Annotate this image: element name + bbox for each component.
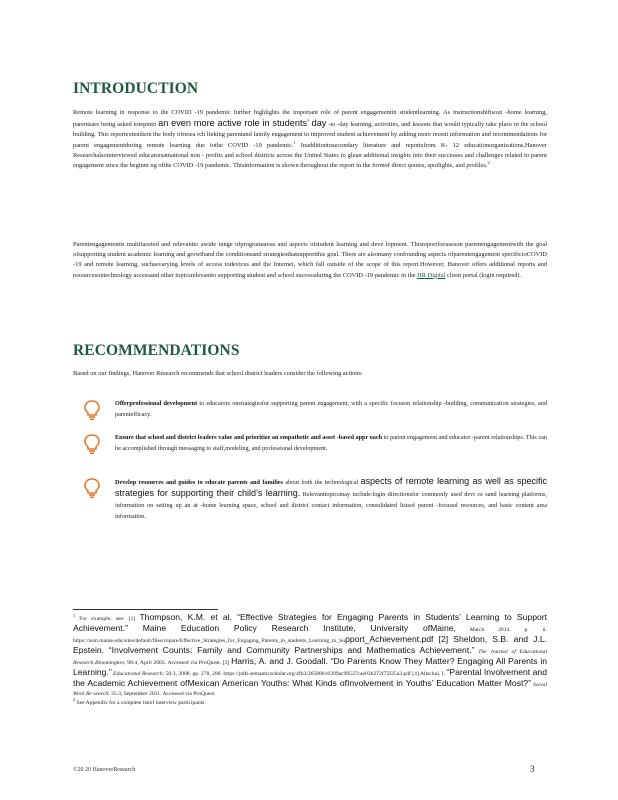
footnote-citation: Thompson, K.M. et al. “Effective Strategies for Engaging Parents in Students’ Learning to Support Achievement.” Maine Education Policy Research Institute, University ofMaine,	[73, 612, 548, 633]
intro-p2-text-a: Parentengagementis multifaceted and relevantto awide range ofprogramareas and aspects ofstudent learning and deve lopment. Thisreportfocuseson parentengagementwith the goal ofsupporting student academic learning and growthand the conditionsand strategiesthatsupportthis goal. There are alsomany confounding aspects ofparentengagement specifictoCOVID -19 and remote learning, suchasvarying levels of access todevices and the Internet, which fall outside of the scope of this report.However, Hanover offers additional reports and resourcesontechnology accessand other topicsrelevantto supporting student and school successduring the COVID -19 pandemic in the	[73, 241, 547, 279]
footer-copyright: ©20 20 HanoverResearch	[73, 767, 136, 773]
intro-p2-text-b: client portal (login required).	[446, 271, 522, 279]
footnote-1	[73, 613, 547, 699]
footnote-text: ; 35:3, September 2011. Accessed via ProQuest.	[108, 691, 216, 697]
footnote-text: ; 98:4, April 2005. Accessed via ProQuest. [3]	[123, 660, 230, 666]
footnote-ref-2[interactable]: 2	[487, 159, 490, 165]
recommendations-intro: Based on our findings, Hanover Research recommends that school district leaders consider the following actions:	[73, 370, 363, 377]
footnote-citation: pport_Achievement.pdf [2] Sheldon, S.B. and J.L. Epstein. “Involvement Counts: Family and Community Partnerships and Mathematics Achievement.”	[73, 634, 547, 655]
lightbulb-icon	[82, 477, 102, 499]
footnote-ref-1[interactable]: 1	[293, 139, 296, 145]
footnote-2	[73, 699, 547, 708]
recommendation-bold: Offerprofessional development	[115, 400, 198, 407]
footnote-journal: The Journal of Educational Research,Bloomington	[73, 649, 548, 666]
footnote-citation: Harris, A. and J. Goodall. “Do Parents Know They Matter? Engaging All Parents in Learning.”	[73, 656, 548, 677]
lightbulb-icon	[82, 433, 102, 455]
lightbulb-icon	[82, 399, 102, 421]
introduction-heading: INTRODUCTION	[73, 80, 199, 97]
footnotes	[73, 613, 547, 708]
footnote-text: For example, see: [1]	[79, 616, 136, 622]
footnote-url[interactable]: March 2014. p. ii. https://usm.maine.edu/sites/default/files/cepare/Effective_Strategies_for_Engaging_Parents_in_students_Learning_to_Su	[73, 627, 547, 644]
recommendation-body: to educators onstrategiesfor supporting parent engagement, with a specific focuson relationship -building, communication strategies, and parentefficacy.	[115, 400, 547, 418]
recommendation-emphasis: aspects of remote learning as well as specific strategies for supporting their child’s learning.	[115, 476, 548, 498]
page-number: 3	[530, 764, 535, 774]
recommendation-body: to parent engagement and educator -parent relationships. This can be accomplished through messaging to staff,modeling, and professional development.	[115, 434, 548, 452]
recommendations-heading: RECOMMENDATIONS	[73, 342, 240, 359]
intro-p1-emphasis: an even more active role in students’ day	[158, 118, 327, 129]
footnote-text: See Appendix for a complete listof interview participants.	[76, 700, 206, 706]
footnote-number: 1	[73, 613, 76, 619]
recommendation-item-3	[82, 476, 547, 538]
footnote-journal: Educational Research	[113, 671, 163, 677]
footnote-number: 2	[73, 697, 76, 703]
hr-digital-link[interactable]: HR Digital	[417, 271, 446, 279]
intro-p1-text-d: Inadditiontosecondary literature and reportsfrom K- 12 educationorganizations,Hanover Researchalsointerviewed educatorsatnational non - profits and school districts across the United States to glean additional insights into their successes and challenges related to parent engagement since the beginni ng ofthe COVID -19 pandemic. Thisinformation is shown throughout the report in the formof direct quotes, spotlights, and profiles.	[73, 141, 547, 170]
footnote-citation: “Parental Involvement and the Academic Achievement ofMexican American Youths: What Kinds ofInvolvement in Youths’ Education Matter Most?”	[73, 667, 547, 688]
intro-p1-text-c: -to -day learning, activities, and lessons that would typically take place in the school building. This reportextendson the body ofresea rch linking parentand family engagement to improved student achievement by adding more recent information and recommendations for parent engagementduring remote learning due tothe COVID -19 pandemic.	[73, 121, 547, 149]
recommendation-text	[115, 476, 547, 522]
recommendation-body-a: about both the technological	[285, 479, 359, 486]
recommendation-item-1	[82, 398, 547, 432]
recommendation-bold: Ensure that school and district leaders value and prioritize an empathetic and asset -based appr oach	[115, 434, 383, 441]
recommendation-text	[115, 432, 547, 454]
footnote-text: ; 50:3, 2008. pp. 278, 286. https://pdfs.semanticscholar.org/4fb3/26588b16399ac99527cae03b272f75f25a3.pdf [4] Altschul, I.	[162, 671, 446, 677]
recommendation-bold: Develop resources and guides to educate parents and families	[115, 479, 283, 486]
introduction-paragraph-2	[73, 240, 547, 281]
recommendation-item-2	[82, 432, 547, 466]
footnote-divider	[73, 609, 218, 610]
recommendation-text	[115, 398, 547, 420]
introduction-paragraph-1	[73, 108, 547, 171]
intro-p1-text-a: Remote learning in response to the COVID -19 pandemic further highlights the important role of parent engagementin studentlearning. As instructionshiftsout -home learning, parentsare being asked totepinto	[73, 109, 547, 129]
recommendation-body-b: Relevanttopicsmay include:login directionsfor commonly used devi ce sand learning platforms, information on setting up an at -home learning space, school and district contact information, consolidated listsof parent -focused resources, and basic content area information.	[115, 491, 547, 520]
footnote-journal: Social Work Re search	[73, 682, 547, 697]
